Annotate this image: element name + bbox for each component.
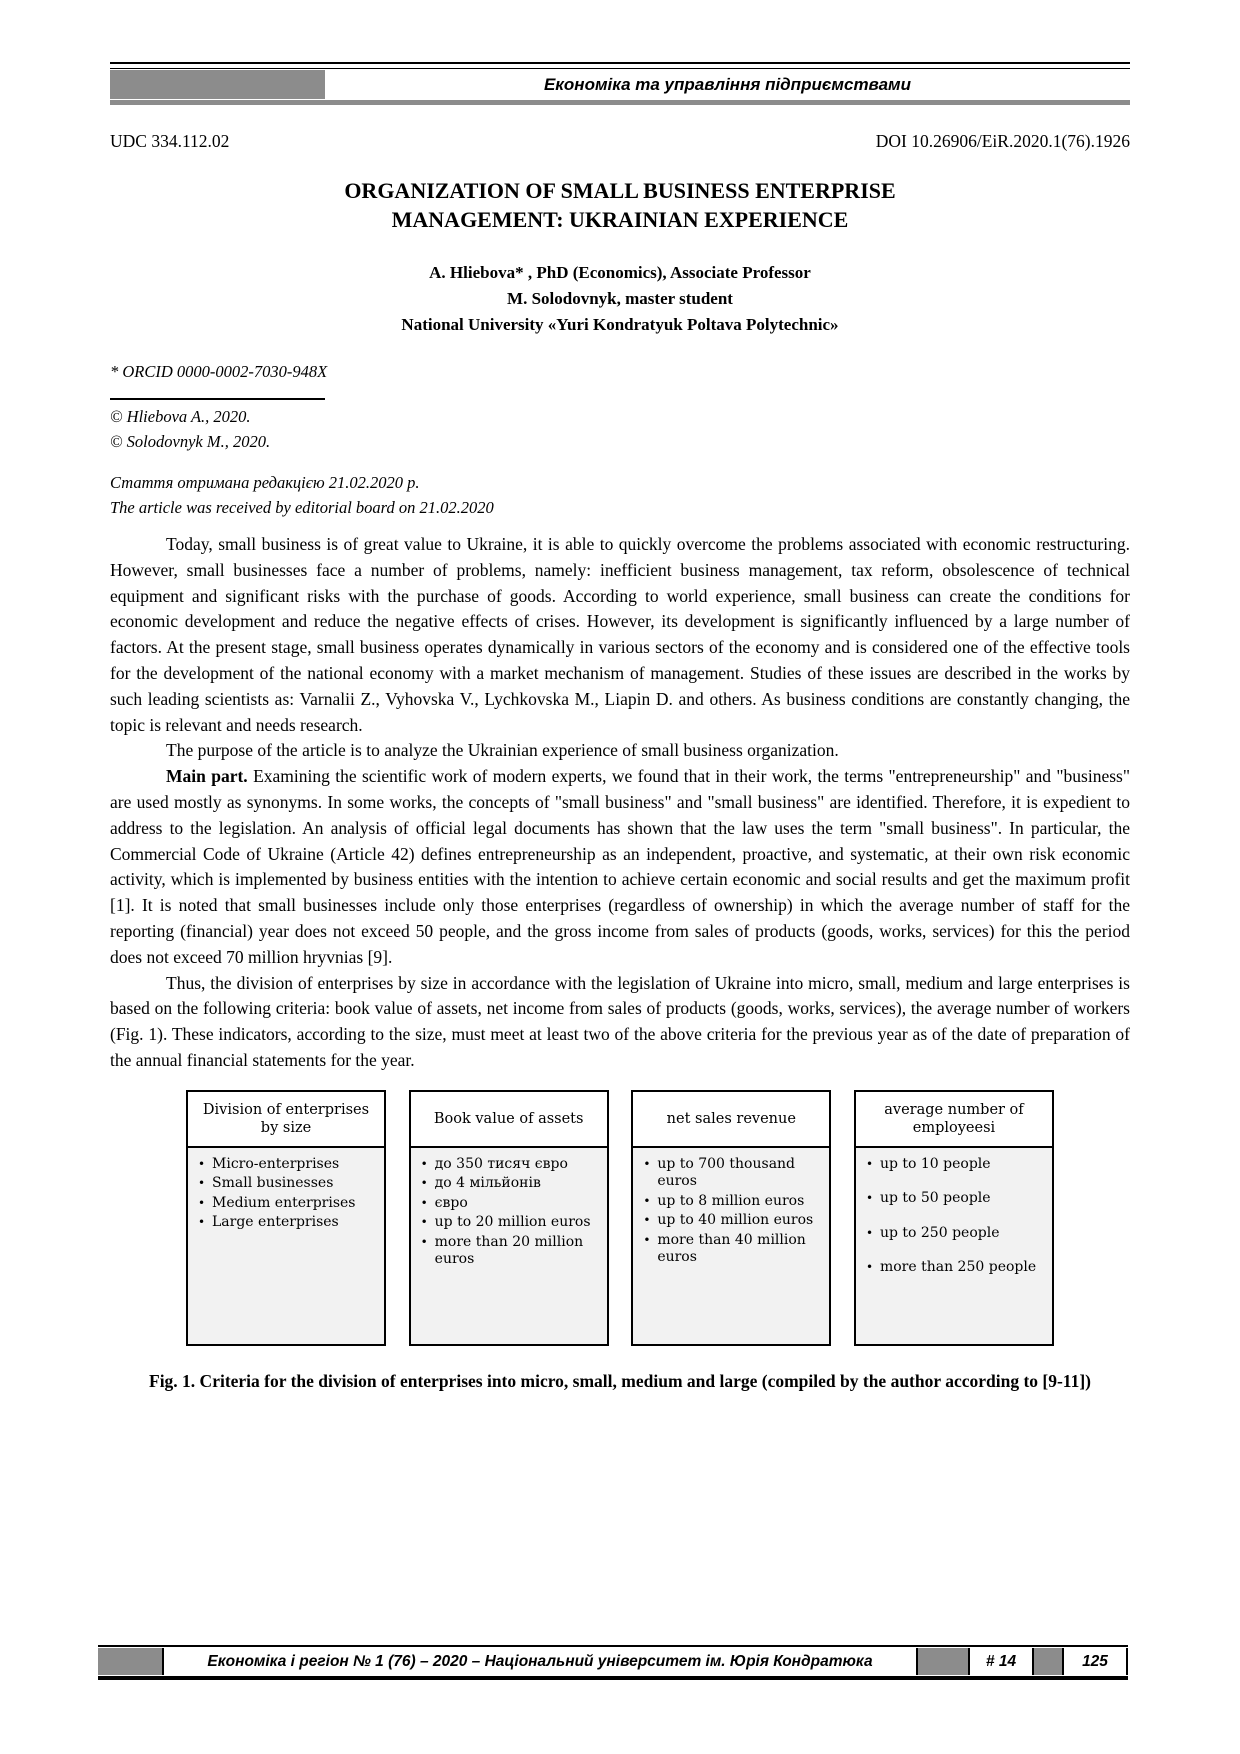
figure-box-item bbox=[866, 1225, 1048, 1243]
figure-box-item-label: more than 20 million euros bbox=[434, 1233, 584, 1268]
figure-box-item bbox=[421, 1195, 603, 1213]
figure-box-item bbox=[866, 1259, 1048, 1277]
figure-box-net-sales bbox=[631, 1090, 831, 1346]
main-part-text: Examining the scientific work of modern experts, we found that in their work, the terms "entrepreneurship" and "business" are used mostly as synonyms. In some works, the concepts of "small business" and "small business" are identified. Therefore, it is expedient to address to the legislation. An analysis of official legal documents has shown that the law uses the term "small business". In particular, the Commercial Code of Ukraine (Article 42) defines entrepreneurship as an independent, proactive, and systematic, at their own risk economic activity, which is implemented by business entities with the intention to achieve certain economic and social results and get the maximum profit [1]. It is noted that small businesses include only those enterprises (regardless of ownership) in which the average number of staff for the reporting (financial) year does not exceed 50 people, and the gross income from sales of products (goods, works, services) for this the period does not exceed 70 million hryvnias [9]. bbox=[110, 766, 1130, 967]
figure-box-item-label: Medium enterprises bbox=[212, 1194, 356, 1211]
bullet-icon: • bbox=[420, 1234, 428, 1249]
bullet-icon: • bbox=[198, 1156, 206, 1171]
received-note-en: The article was received by editorial board on 21.02.2020 bbox=[110, 498, 494, 517]
copyright-line-1: © Hliebova A., 2020. bbox=[110, 407, 251, 426]
figure-box-item-label: євро bbox=[434, 1194, 468, 1211]
figure-box-header: Book value of assets bbox=[411, 1092, 607, 1148]
bullet-icon: • bbox=[643, 1232, 651, 1247]
figure-box-item-label: more than 40 million euros bbox=[657, 1231, 806, 1266]
page-footer bbox=[98, 1645, 1128, 1680]
header-gray-block bbox=[110, 70, 325, 99]
page-number: 125 bbox=[1062, 1648, 1128, 1675]
figure-box-header: net sales revenue bbox=[633, 1092, 829, 1148]
main-part-label: Main part. bbox=[166, 766, 248, 787]
paragraph-thus: Thus, the division of enterprises by size in accordance with the legislation of Ukraine into micro, small, medium and large enterprises is based on the following criteria: book value of assets, net income from sales of products (goods, works, services), the average number of workers (Fig. 1). These indicators, according to the size, must meet at least two of the above criteria for the previous year as of the date of preparation of the annual financial statements for the year. bbox=[110, 972, 1130, 1070]
section-header-bar bbox=[110, 70, 1130, 99]
bullet-icon: • bbox=[198, 1176, 206, 1191]
copyright-block bbox=[110, 404, 1130, 454]
figure-box-item-label: up to 20 million euros bbox=[434, 1214, 591, 1231]
figure-box-list bbox=[856, 1148, 1052, 1344]
paragraph-purpose: The purpose of the article is to analyze the Ukrainian experience of small business organization. bbox=[166, 740, 839, 761]
figure-box-item-label: Large enterprises bbox=[212, 1214, 339, 1231]
bullet-icon: • bbox=[420, 1176, 428, 1191]
figure-box-item bbox=[421, 1156, 603, 1174]
authors-block bbox=[110, 260, 1130, 338]
figure-box-list bbox=[633, 1148, 829, 1344]
figure-box-item bbox=[421, 1234, 603, 1269]
figure-box-item-label: up to 8 million euros bbox=[657, 1192, 805, 1209]
figure-box-employees bbox=[854, 1090, 1054, 1346]
figure-box-item bbox=[198, 1195, 380, 1213]
content-column bbox=[110, 62, 1130, 1394]
figure-box-item-label: more than 250 people bbox=[879, 1259, 1037, 1276]
figure-box-division bbox=[186, 1090, 386, 1346]
udc-code: UDC 334.112.02 bbox=[110, 131, 230, 151]
figure-box-item bbox=[421, 1214, 603, 1232]
author-line-2: M. Solodovnyk, master student bbox=[507, 289, 733, 308]
footer-top-rule bbox=[98, 1645, 1128, 1647]
footer-gray-block bbox=[1034, 1648, 1062, 1675]
figure-box-item-label: Small businesses bbox=[212, 1175, 334, 1192]
doi-code: DOI 10.26906/EiR.2020.1(76).1926 bbox=[875, 131, 1130, 151]
affiliation: National University «Yuri Kondratyuk Poltava Polytechnic» bbox=[401, 315, 839, 334]
received-block bbox=[110, 470, 1130, 520]
footer-gray-block bbox=[918, 1648, 968, 1675]
figure-box-item-label: Micro-enterprises bbox=[212, 1155, 340, 1172]
figure-box-item-label: up to 10 people bbox=[879, 1155, 991, 1172]
figure-box-item bbox=[198, 1175, 380, 1193]
bullet-icon: • bbox=[198, 1215, 206, 1230]
bullet-icon: • bbox=[643, 1213, 651, 1228]
figure-box-header: Division of enterprises by size bbox=[188, 1092, 384, 1148]
footer-bar bbox=[98, 1648, 1128, 1675]
footer-bottom-rule bbox=[98, 1676, 1128, 1680]
figure-box-item bbox=[421, 1175, 603, 1193]
figure-box-item bbox=[643, 1156, 825, 1191]
bullet-icon: • bbox=[643, 1156, 651, 1171]
bullet-icon: • bbox=[420, 1195, 428, 1210]
footnote-rule bbox=[110, 398, 325, 400]
figure-box-item-label: до 350 тисяч євро bbox=[434, 1155, 568, 1172]
bullet-icon: • bbox=[198, 1195, 206, 1210]
figure-box-list bbox=[411, 1148, 607, 1344]
figure-box-item-label: up to 700 thousand euros bbox=[657, 1155, 796, 1190]
issue-number: # 14 bbox=[968, 1648, 1034, 1675]
article-title-line2: MANAGEMENT: UKRAINIAN EXPERIENCE bbox=[391, 207, 849, 232]
figure-box-item bbox=[866, 1156, 1048, 1174]
figure-box-item-label: до 4 мільйонів bbox=[434, 1175, 541, 1192]
bullet-icon: • bbox=[420, 1215, 428, 1230]
meta-row bbox=[110, 131, 1130, 152]
figure-box-header: average number of employeesi bbox=[856, 1092, 1052, 1148]
article-body bbox=[110, 532, 1130, 1074]
bullet-icon: • bbox=[865, 1191, 874, 1206]
paragraph-main-part bbox=[110, 764, 1130, 970]
figure-box-item bbox=[643, 1212, 825, 1230]
figure-box-list bbox=[188, 1148, 384, 1344]
figure-box-item bbox=[198, 1214, 380, 1232]
figure-box-item bbox=[643, 1232, 825, 1267]
section-title: Економіка та управління підприємствами bbox=[543, 74, 912, 94]
article-title bbox=[110, 176, 1130, 234]
bullet-icon: • bbox=[420, 1156, 428, 1171]
figure-box-item bbox=[866, 1190, 1048, 1208]
copyright-line-2: © Solodovnyk M., 2020. bbox=[110, 432, 271, 451]
figure-caption: Fig. 1. Criteria for the division of enterprises into micro, small, medium and large (compiled by the author according to [9-11]) bbox=[149, 1370, 1091, 1391]
figure-box-item-label: up to 40 million euros bbox=[657, 1212, 814, 1229]
footer-gray-block bbox=[98, 1648, 162, 1675]
article-title-line1: ORGANIZATION OF SMALL BUSINESS ENTERPRISE bbox=[344, 178, 896, 203]
figure-box-item-label: up to 250 people bbox=[879, 1224, 1000, 1241]
journal-title: Економіка і регіон № 1 (76) – 2020 – Національний університет ім. Юрія Кондратюка bbox=[162, 1648, 918, 1675]
figure-1 bbox=[186, 1090, 1054, 1346]
figure-box-item bbox=[198, 1156, 380, 1174]
paragraph-intro: Today, small business is of great value to Ukraine, it is able to quickly overcome the problems associated with economic restructuring. However, small businesses face a number of problems, namely: inefficient business management, tax reform, obsolescence of technical equipment and significant risks with the purchase of goods. According to world experience, small business can create the conditions for economic development and reduce the negative effects of crises. However, its development is significantly influenced by a large number of factors. At the present stage, small business operates dynamically in various sectors of the economy and is considered one of the effective tools for the development of the national economy with a market mechanism of management. Studies of these issues are described in the works by such leading scientists as: Varnalii Z., Vyhovska V., Lychkovska M., Liapin D. and others. As business conditions are constantly changing, the topic is relevant and needs research. bbox=[110, 534, 1130, 735]
received-note-uk: Стаття отримана редакцією 21.02.2020 р. bbox=[110, 473, 420, 492]
author-line-1: A. Hliebova* , PhD (Economics), Associate Professor bbox=[429, 263, 811, 282]
top-rule bbox=[110, 62, 1130, 69]
figure-box-book-value bbox=[409, 1090, 609, 1346]
orcid-note: * ORCID 0000-0002-7030-948X bbox=[110, 362, 328, 381]
figure-box-item-label: up to 50 people bbox=[879, 1190, 991, 1207]
bullet-icon: • bbox=[865, 1225, 874, 1240]
header-underline-rule bbox=[110, 100, 1130, 105]
bullet-icon: • bbox=[643, 1193, 651, 1208]
bullet-icon: • bbox=[865, 1260, 874, 1275]
figure-box-item bbox=[643, 1193, 825, 1211]
bullet-icon: • bbox=[865, 1156, 874, 1171]
